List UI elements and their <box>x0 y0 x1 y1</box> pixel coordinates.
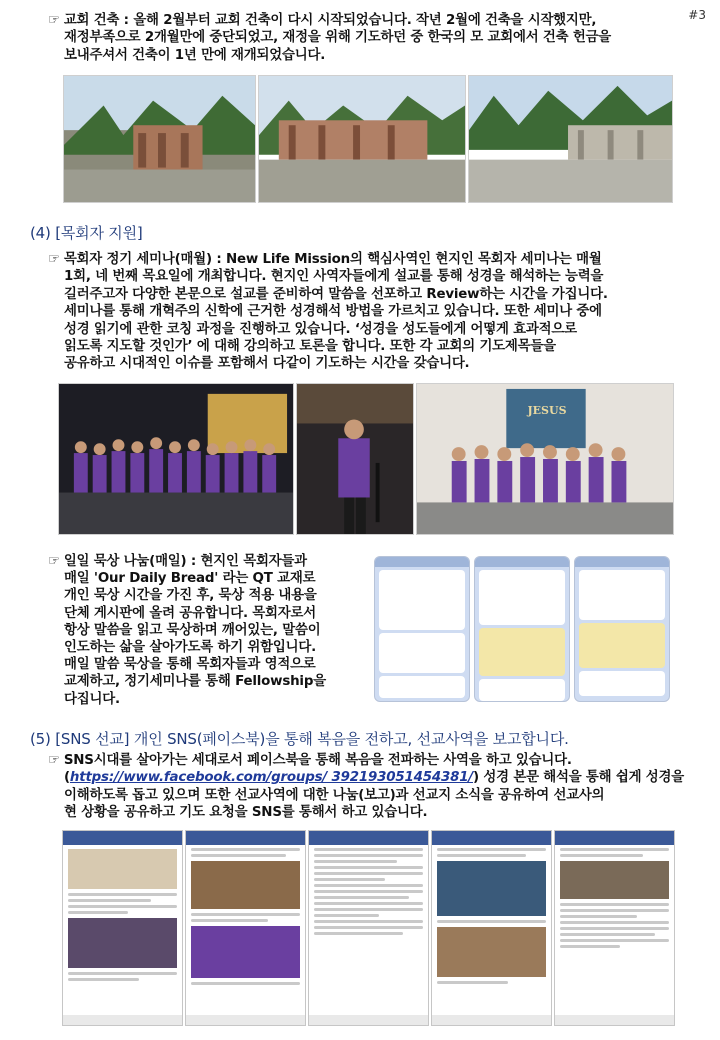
paragraph-text: 이해하도록 돕고 있으며 또한 선교사역에 대한 나눔(보고)과 선교지 소식을 공유하여 선교사의 <box>64 787 605 803</box>
daily-heading: 일일 묵상 나눔(매일) : <box>63 554 197 569</box>
paragraph-text: 항상 말씀을 읽고 묵상하며 깨어있는, 말씀이 <box>64 622 321 638</box>
seminar-paragraph <box>48 251 688 373</box>
jesus-banner: JESUS <box>527 404 567 417</box>
paragraph-text: 매일 말씀 묵상을 통해 목회자들과 영적으로 <box>64 657 316 673</box>
paragraph-text: 교제하고, 정기세미나를 통해 Fellowship을 <box>64 674 326 690</box>
devotion-chat-screenshot-3 <box>574 556 670 702</box>
paragraph-text: 성경 본문 해석을 통해 쉽게 성경을 <box>478 770 685 786</box>
paragraph-text: 읽도록 지도할 것인가’ 에 대해 강의하고 토론을 합니다. 또한 각 교회의 기도제목들을 <box>64 339 556 355</box>
construction-photo-3 <box>468 75 673 203</box>
devotion-chat-screenshot-2 <box>474 556 570 702</box>
paragraph-text: 보내주셔서 건축이 1년 만에 재개되었습니다. <box>64 47 326 63</box>
pointing-hand-icon: ☞ <box>48 252 60 267</box>
paragraph-text: 단체 게시판에 올려 공유합니다. 목회자로서 <box>64 605 316 621</box>
section-4-title: (4) [목회자 지원] <box>30 224 143 242</box>
seminar-heading: 목회자 정기 세미나(매월) : <box>63 252 222 267</box>
paragraph-text: 현지인 목회자들과 <box>200 554 307 569</box>
facebook-screenshot-5 <box>554 830 675 1026</box>
paragraph-line <box>48 769 698 786</box>
facebook-screenshot-1 <box>62 830 183 1026</box>
seminar-speaker-photo <box>296 383 414 535</box>
facebook-screenshot-4 <box>431 830 552 1026</box>
paren: ) <box>473 770 479 786</box>
paragraph-text: 올해 2월부터 교회 건축이 다시 시작되었습니다. 작년 2월에 건축을 시작했지만, <box>133 13 597 28</box>
section-5-title: (5) [SNS 선교] <box>30 730 130 748</box>
paragraph-text: New Life Mission의 핵심사역인 현지인 목회자 세미나는 매월 <box>226 252 602 267</box>
pointing-hand-icon: ☞ <box>48 554 60 569</box>
paragraph-text: 인도하는 삶을 살아가도록 하기 위함입니다. <box>64 640 316 656</box>
paragraph-text: 개인 묵상 시간을 가진 후, 묵상 적용 내용을 <box>64 588 317 604</box>
paragraph-line <box>48 752 698 769</box>
facebook-screenshot-3 <box>308 830 429 1026</box>
paragraph-line <box>48 12 688 29</box>
church-building-paragraph <box>48 12 688 64</box>
seminar-group-photo-1 <box>58 383 294 535</box>
paragraph-text: 재정부족으로 2개월만에 중단되었고, 재정을 위해 기도하던 중 한국의 모 교회에서 건축 헌금을 <box>64 30 612 46</box>
paragraph-text: 매일 'Our Daily Bread' 라는 QT 교재로 <box>64 571 316 587</box>
pointing-hand-icon: ☞ <box>48 13 60 28</box>
church-building-heading: 교회 건축 : <box>63 13 129 28</box>
section-5-subtitle: 개인 SNS(페이스북)을 통해 복음을 전하고, 선교사역을 보고합니다. <box>133 730 569 748</box>
seminar-group-photo-2 <box>416 383 674 535</box>
paren: ( <box>64 770 70 786</box>
paragraph-line <box>48 251 688 268</box>
construction-photo-1 <box>63 75 256 203</box>
paragraph-text: SNS시대를 살아가는 세대로서 페이스북을 통해 복음을 전파하는 사역을 하고 있습니다. <box>63 753 572 768</box>
paragraph-text: 길러주고자 다양한 본문으로 설교를 준비하여 말씀을 선포하고 Review하는 시간을 가집니다. <box>64 286 608 302</box>
paragraph-text: 성경 읽기에 관한 코칭 과정을 진행하고 있습니다. ‘성경을 성도들에게 어떻게 효과적으로 <box>64 321 577 337</box>
paragraph-text: 공유하고 시대적인 이슈를 포함해서 다같이 기도하는 시간을 갖습니다. <box>64 356 470 372</box>
paragraph-text: 1회, 네 번째 목요일에 개최합니다. 현지인 사역자들에게 설교를 통해 성경을 해석하는 능력을 <box>64 269 604 285</box>
devotion-chat-screenshot-1 <box>374 556 470 702</box>
paragraph-text: 다집니다. <box>64 691 120 707</box>
section-5-header <box>30 728 569 749</box>
paragraph-text: 세미나를 통해 개혁주의 신학에 근거한 성경해석 방법을 가르치고 있습니다. 또한 세미나 중에 <box>64 304 602 320</box>
facebook-group-link[interactable]: https://www.facebook.com/groups/ 392193051454381/ <box>69 770 474 786</box>
sns-paragraph <box>48 752 698 822</box>
facebook-screenshot-2 <box>185 830 306 1026</box>
daily-devotion-paragraph <box>48 553 378 708</box>
construction-photo-2 <box>258 75 466 203</box>
paragraph-line <box>48 553 378 570</box>
pointing-hand-icon: ☞ <box>48 753 60 768</box>
paragraph-text: 현 상황을 공유하고 기도 요청을 SNS를 통해서 하고 있습니다. <box>64 805 428 821</box>
page-number: #3 <box>688 8 706 22</box>
